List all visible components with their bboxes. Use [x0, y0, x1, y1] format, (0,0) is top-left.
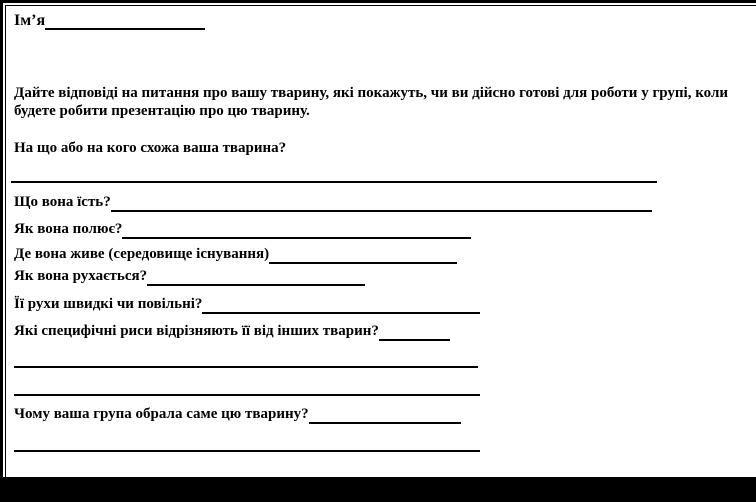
intro-text: Дайте відповіді на питання про вашу тварину, які покажуть, чи ви дійсно готові для роботи у групі, коли будете робити презентацію про цю тварину. [14, 85, 729, 119]
answer-line-traits[interactable] [379, 323, 450, 341]
question-traits: Які специфічні риси відрізняють її від інших тварин? [14, 323, 379, 339]
question-hunting: Як вона полює? [14, 221, 123, 237]
border-top-thin [5, 5, 756, 6]
answer-line-choice-extra[interactable] [14, 450, 480, 452]
answer-line-choice[interactable] [309, 406, 461, 424]
name-field-row [14, 11, 205, 30]
question-habitat-row [14, 245, 457, 264]
name-field-label: Ім’я [14, 12, 46, 29]
question-movement: Як вона рухається? [14, 268, 148, 284]
question-food-row [14, 193, 652, 212]
answer-line-resemblance[interactable] [11, 181, 657, 183]
question-hunting-row [14, 220, 471, 239]
bottom-black-bar [0, 477, 756, 502]
answer-line-food[interactable] [111, 194, 652, 212]
answer-line-habitat[interactable] [269, 246, 457, 264]
answer-line-traits-extra-2[interactable] [14, 394, 480, 396]
question-choice: Чому ваша група обрала саме цю тварину? [14, 406, 309, 422]
question-resemblance: На що або на кого схожа ваша тварина? [14, 140, 287, 156]
answer-line-traits-extra-1[interactable] [14, 366, 478, 368]
question-habitat: Де вона живе (середовище існування) [14, 246, 270, 262]
question-speed-row [14, 295, 480, 314]
question-food: Що вона їсть? [14, 194, 111, 210]
answer-line-movement[interactable] [147, 268, 365, 286]
border-left-thin [5, 5, 6, 502]
answer-line-hunting[interactable] [122, 221, 471, 239]
question-traits-row [14, 322, 450, 341]
border-top-thick [0, 0, 756, 3]
question-choice-row [14, 405, 461, 424]
question-speed: Її рухи швидкі чи повільні? [14, 296, 203, 312]
answer-line-speed[interactable] [202, 296, 480, 314]
question-movement-row [14, 267, 365, 286]
name-answer-line[interactable] [45, 12, 205, 30]
border-left-thick [0, 0, 3, 502]
